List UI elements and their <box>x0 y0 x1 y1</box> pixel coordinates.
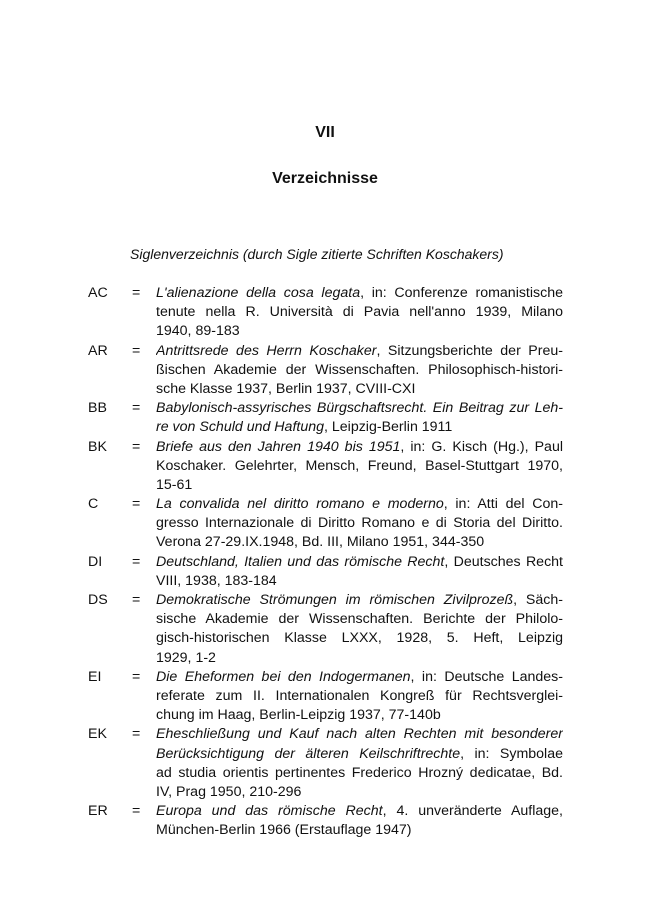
citation-text: , Leipzig-Berlin 1911 <box>324 419 453 436</box>
citation-text: München-Berlin 1966 (Erstauflage 1947) <box>156 822 412 839</box>
equals-sign: = <box>132 400 141 417</box>
sigle-code: C <box>88 496 99 513</box>
description-line <box>156 649 563 668</box>
sigle-entry <box>0 725 650 802</box>
description-line <box>156 533 563 552</box>
citation-text: , in: Atti del Con- <box>443 496 563 513</box>
sigle-entry <box>0 399 650 437</box>
sigle-description <box>156 591 563 668</box>
sigle-code: BB <box>88 400 107 417</box>
sigle-description <box>156 399 563 437</box>
work-title: Berücksichtigung der älteren Keilschriftrechte <box>156 745 461 762</box>
description-line <box>156 322 563 341</box>
description-line <box>156 284 563 303</box>
equals-sign: = <box>132 803 141 820</box>
sigle-description <box>156 802 563 840</box>
citation-text: , in: G. Kisch (Hg.), Paul <box>400 438 563 455</box>
citation-text: , in: Conferenze romanistische <box>360 285 563 301</box>
description-line <box>156 610 563 629</box>
sigle-code: AR <box>88 342 108 359</box>
sigle-entry <box>0 553 650 591</box>
description-line <box>156 745 563 764</box>
description-line <box>156 553 563 572</box>
sigle-description <box>156 668 563 726</box>
citation-text: IV, Prag 1950, 210-296 <box>156 783 302 800</box>
chapter-number: VII <box>315 124 335 141</box>
work-title: Babylonisch-assyrisches Bürgschaftsrecht. Ein Beitrag zur Leh- <box>156 400 563 417</box>
citation-text: chung im Haag, Berlin-Leipzig 1937, 77-140b <box>156 707 441 724</box>
work-title: L'alienazione della cosa legata <box>156 285 361 301</box>
work-title: La convalida nel diritto romano e moderno <box>156 496 444 513</box>
sigle-list <box>0 284 650 840</box>
citation-text: gresso Internazionale di Diritto Romano e di Storia del Diritto. <box>156 515 563 532</box>
sigle-entry <box>0 438 650 496</box>
sigle-description <box>156 725 563 802</box>
equals-sign: = <box>132 438 141 455</box>
citation-text: , in: Deutsche Landes- <box>410 668 563 685</box>
equals-sign: = <box>132 553 141 570</box>
citation-text: sische Akademie der Wissenschaften. Berichte der Philolo- <box>156 611 563 628</box>
work-title: Demokratische Strömungen im römischen Zivilprozeß <box>156 592 514 608</box>
work-title: Deutschland, Italien und das römische Recht <box>156 553 445 570</box>
equals-sign: = <box>132 496 141 513</box>
sigle-entry <box>0 668 650 726</box>
citation-text: , Säch- <box>513 592 563 608</box>
page-title: Verzeichnisse <box>272 170 378 187</box>
work-title: Europa und das römische Recht <box>156 803 383 820</box>
sigle-description <box>156 438 563 496</box>
citation-text: 1929, 1-2 <box>156 649 216 666</box>
sigle-description <box>156 342 563 400</box>
citation-text: , Deutsches Recht <box>444 553 563 570</box>
section-subtitle: Siglenverzeichnis (durch Sigle zitierte Schriften Koschakers) <box>130 246 504 262</box>
citation-text: 15-61 <box>156 476 193 493</box>
sigle-code: AC <box>88 285 108 301</box>
description-line <box>156 687 563 706</box>
sigle-description <box>156 495 563 553</box>
description-line <box>156 821 563 840</box>
sigle-code: DS <box>88 592 108 608</box>
work-title: re von Schuld und Haftung <box>156 419 324 436</box>
citation-text: sche Klasse 1937, Berlin 1937, CVIII-CXI <box>156 380 416 397</box>
description-line <box>156 457 563 476</box>
description-line <box>156 764 563 783</box>
citation-text: VIII, 1938, 183-184 <box>156 572 277 589</box>
description-line <box>156 706 563 725</box>
sigle-entry <box>0 342 650 400</box>
description-line <box>156 629 563 648</box>
description-line <box>156 725 563 744</box>
citation-text: ßischen Akademie der Wissenschaften. Philosophisch-histori- <box>156 361 563 378</box>
sigle-entry <box>0 802 650 840</box>
description-line <box>156 438 563 457</box>
equals-sign: = <box>132 342 141 359</box>
description-line <box>156 418 563 437</box>
equals-sign: = <box>132 285 141 301</box>
work-title: Briefe aus den Jahren 1940 bis 1951 <box>156 438 401 455</box>
equals-sign: = <box>132 668 141 685</box>
sigle-description <box>156 284 563 342</box>
citation-text: , Sitzungsberichte der Preu- <box>376 342 563 359</box>
description-line <box>156 668 563 687</box>
sigle-code: BK <box>88 438 107 455</box>
sigle-code: EK <box>88 726 107 743</box>
description-line <box>156 514 563 533</box>
description-line <box>156 802 563 821</box>
description-line <box>156 303 563 322</box>
citation-text: referate zum II. Internationalen Kongreß für Rechtsverglei- <box>156 687 563 704</box>
sigle-description <box>156 553 563 591</box>
sigle-entry <box>0 495 650 553</box>
work-title: Antrittsrede des Herrn Koschaker <box>156 342 377 359</box>
work-title: Die Eheformen bei den Indogermanen <box>156 668 411 685</box>
description-line <box>156 361 563 380</box>
citation-text: ad studia orientis pertinentes Frederico Hrozný dedicatae, Bd. <box>156 764 563 781</box>
description-line <box>156 476 563 495</box>
sigle-code: EI <box>88 668 102 685</box>
citation-text: tenute nella R. Università di Pavia nell'anno 1939, Milano <box>156 304 563 321</box>
description-line <box>156 399 563 418</box>
sigle-code: ER <box>88 803 108 820</box>
citation-text: , in: Symbolae <box>460 745 563 762</box>
sigle-entry <box>0 284 650 342</box>
citation-text: Verona 27-29.IX.1948, Bd. III, Milano 1951, 344-350 <box>156 534 485 551</box>
equals-sign: = <box>132 726 141 743</box>
work-title: Eheschließung und Kauf nach alten Rechten mit besonderer <box>156 726 563 743</box>
citation-text: 1940, 89-183 <box>156 323 240 340</box>
citation-text: Koschaker. Gelehrter, Mensch, Freund, Basel-Stuttgart 1970, <box>156 457 563 474</box>
description-line <box>156 342 563 361</box>
citation-text: gisch-historischen Klasse LXXX, 1928, 5. Heft, Leipzig <box>156 630 563 647</box>
description-line <box>156 591 563 610</box>
description-line <box>156 380 563 399</box>
description-line <box>156 783 563 802</box>
description-line <box>156 572 563 591</box>
equals-sign: = <box>132 592 141 608</box>
sigle-code: DI <box>88 553 103 570</box>
description-line <box>156 495 563 514</box>
citation-text: , 4. unveränderte Auflage, <box>382 803 563 820</box>
sigle-entry <box>0 591 650 668</box>
